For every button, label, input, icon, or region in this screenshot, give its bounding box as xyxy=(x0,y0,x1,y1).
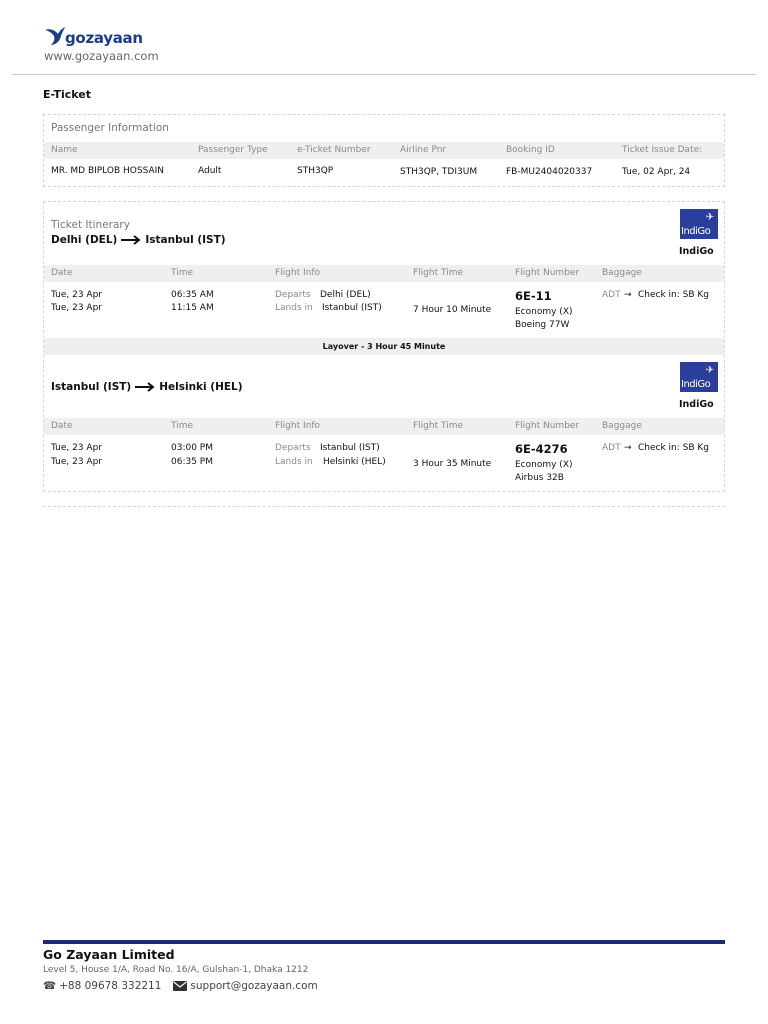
gozayaan-logo[interactable] xyxy=(44,24,143,48)
cabin-class: Economy (X) xyxy=(515,460,573,470)
passenger-type: Adult xyxy=(198,166,222,176)
airline-name-leg-1: IndiGo xyxy=(679,246,714,257)
col-date: Date xyxy=(51,421,73,431)
depart-time: 03:00 PM xyxy=(171,443,213,453)
col-eticket-number: e-Ticket Number xyxy=(297,145,371,155)
aircraft-type: Airbus 32B xyxy=(515,473,564,483)
depart-date: Tue, 23 Apr xyxy=(51,290,102,300)
arrive-date: Tue, 23 Apr xyxy=(51,303,102,313)
arrive-place: Istanbul (IST) xyxy=(322,303,382,313)
passenger-header-row xyxy=(44,142,724,159)
airline-logo-text: IndiGo xyxy=(681,226,711,237)
arrive-time: 06:35 PM xyxy=(171,457,213,467)
flight-duration: 3 Hour 35 Minute xyxy=(413,459,492,469)
route-leg-2 xyxy=(51,381,243,393)
route-leg-1 xyxy=(51,234,226,246)
col-flight-number: Flight Number xyxy=(515,268,580,278)
col-flight-number: Flight Number xyxy=(515,421,580,431)
website-link[interactable]: www.gozayaan.com xyxy=(44,49,159,63)
airline-logo-leg-1 xyxy=(680,209,718,239)
contact-info xyxy=(43,980,318,992)
col-name: Name xyxy=(51,145,78,155)
arrive-time: 11:15 AM xyxy=(171,303,214,313)
airline-pnr: STH3QP, TDI3UM xyxy=(400,167,478,177)
airplane-icon: ✈ xyxy=(705,365,714,376)
company-name: Go Zayaan Limited xyxy=(43,947,175,962)
passenger-section-label: Passenger Information xyxy=(51,122,169,134)
issue-date: Tue, 02 Apr, 24 xyxy=(622,167,691,177)
company-address: Level 5, House 1/A, Road No. 16/A, Gulshan-1, Dhaka 1212 xyxy=(43,965,309,975)
col-baggage: Baggage xyxy=(602,421,642,431)
depart-date: Tue, 23 Apr xyxy=(51,443,102,453)
long-arrow-right-icon xyxy=(135,382,155,392)
airline-logo-text: IndiGo xyxy=(681,379,711,390)
baggage-allowance: Check in: SB Kg xyxy=(638,443,710,453)
departs-label: Departs xyxy=(275,443,311,453)
passenger-information-card xyxy=(43,114,725,187)
flight-number: 6E-4276 xyxy=(515,442,568,456)
passenger-name: MR. MD BIPLOB HOSSAIN xyxy=(51,166,165,176)
departs-label: Departs xyxy=(275,290,311,300)
arrow-right-icon: → xyxy=(624,443,632,453)
arrive-place: Helsinki (HEL) xyxy=(323,457,386,467)
col-passenger-type: Passenger Type xyxy=(198,145,268,155)
support-email[interactable]: support@gozayaan.com xyxy=(190,980,318,992)
logo-wordmark: gozayaan xyxy=(65,29,143,47)
col-baggage: Baggage xyxy=(602,268,642,278)
leg-2-origin: Istanbul (IST) xyxy=(51,381,132,393)
itinerary-header-row-leg-1 xyxy=(44,265,724,282)
depart-time: 06:35 AM xyxy=(171,290,214,300)
col-flight-info: Flight Info xyxy=(275,421,321,431)
phone-icon: ☎ xyxy=(43,980,57,992)
leg-1-destination: Istanbul (IST) xyxy=(145,234,226,246)
booking-id: FB-MU2404020337 xyxy=(506,167,593,177)
page-header xyxy=(0,0,768,76)
airline-name-leg-2: IndiGo xyxy=(679,399,714,410)
col-issue-date: Ticket Issue Date: xyxy=(622,145,703,155)
flight-duration: 7 Hour 10 Minute xyxy=(413,305,492,315)
airline-logo-leg-2 xyxy=(680,362,718,392)
baggage-passenger-type: ADT xyxy=(602,443,621,453)
aircraft-type: Boeing 77W xyxy=(515,320,570,330)
arrow-right-icon: → xyxy=(624,290,632,300)
col-time: Time xyxy=(171,421,194,431)
bird-logo-icon xyxy=(44,24,66,48)
col-time: Time xyxy=(171,268,194,278)
itinerary-section-label: Ticket Itinerary xyxy=(51,219,130,231)
cabin-class: Economy (X) xyxy=(515,307,573,317)
ticket-itinerary-card xyxy=(43,201,725,492)
baggage-passenger-type: ADT xyxy=(602,290,621,300)
lands-label: Lands in xyxy=(275,303,313,313)
col-flight-info: Flight Info xyxy=(275,268,321,278)
leg-1-origin: Delhi (DEL) xyxy=(51,234,118,246)
depart-place: Istanbul (IST) xyxy=(320,443,380,453)
leg-2-destination: Helsinki (HEL) xyxy=(159,381,243,393)
section-divider xyxy=(43,506,725,507)
depart-place: Delhi (DEL) xyxy=(320,290,371,300)
col-flight-time: Flight Time xyxy=(413,268,464,278)
document-title: E-Ticket xyxy=(43,88,91,101)
phone-number[interactable]: +88 09678 332211 xyxy=(59,980,162,992)
footer-accent-bar xyxy=(43,940,725,944)
layover-bar: Layover - 3 Hour 45 Minute xyxy=(44,338,724,355)
col-date: Date xyxy=(51,268,73,278)
lands-label: Lands in xyxy=(275,457,313,467)
airplane-icon: ✈ xyxy=(705,212,714,223)
flight-number: 6E-11 xyxy=(515,289,552,303)
long-arrow-right-icon xyxy=(121,235,141,245)
envelope-icon xyxy=(173,981,187,991)
itinerary-header-row-leg-2 xyxy=(44,418,724,435)
arrive-date: Tue, 23 Apr xyxy=(51,457,102,467)
eticket-number: STH3QP xyxy=(297,166,334,176)
col-booking-id: Booking ID xyxy=(506,145,555,155)
header-divider xyxy=(12,74,756,75)
col-airline-pnr: Airline Pnr xyxy=(400,145,447,155)
baggage-allowance: Check in: SB Kg xyxy=(638,290,710,300)
col-flight-time: Flight Time xyxy=(413,421,464,431)
